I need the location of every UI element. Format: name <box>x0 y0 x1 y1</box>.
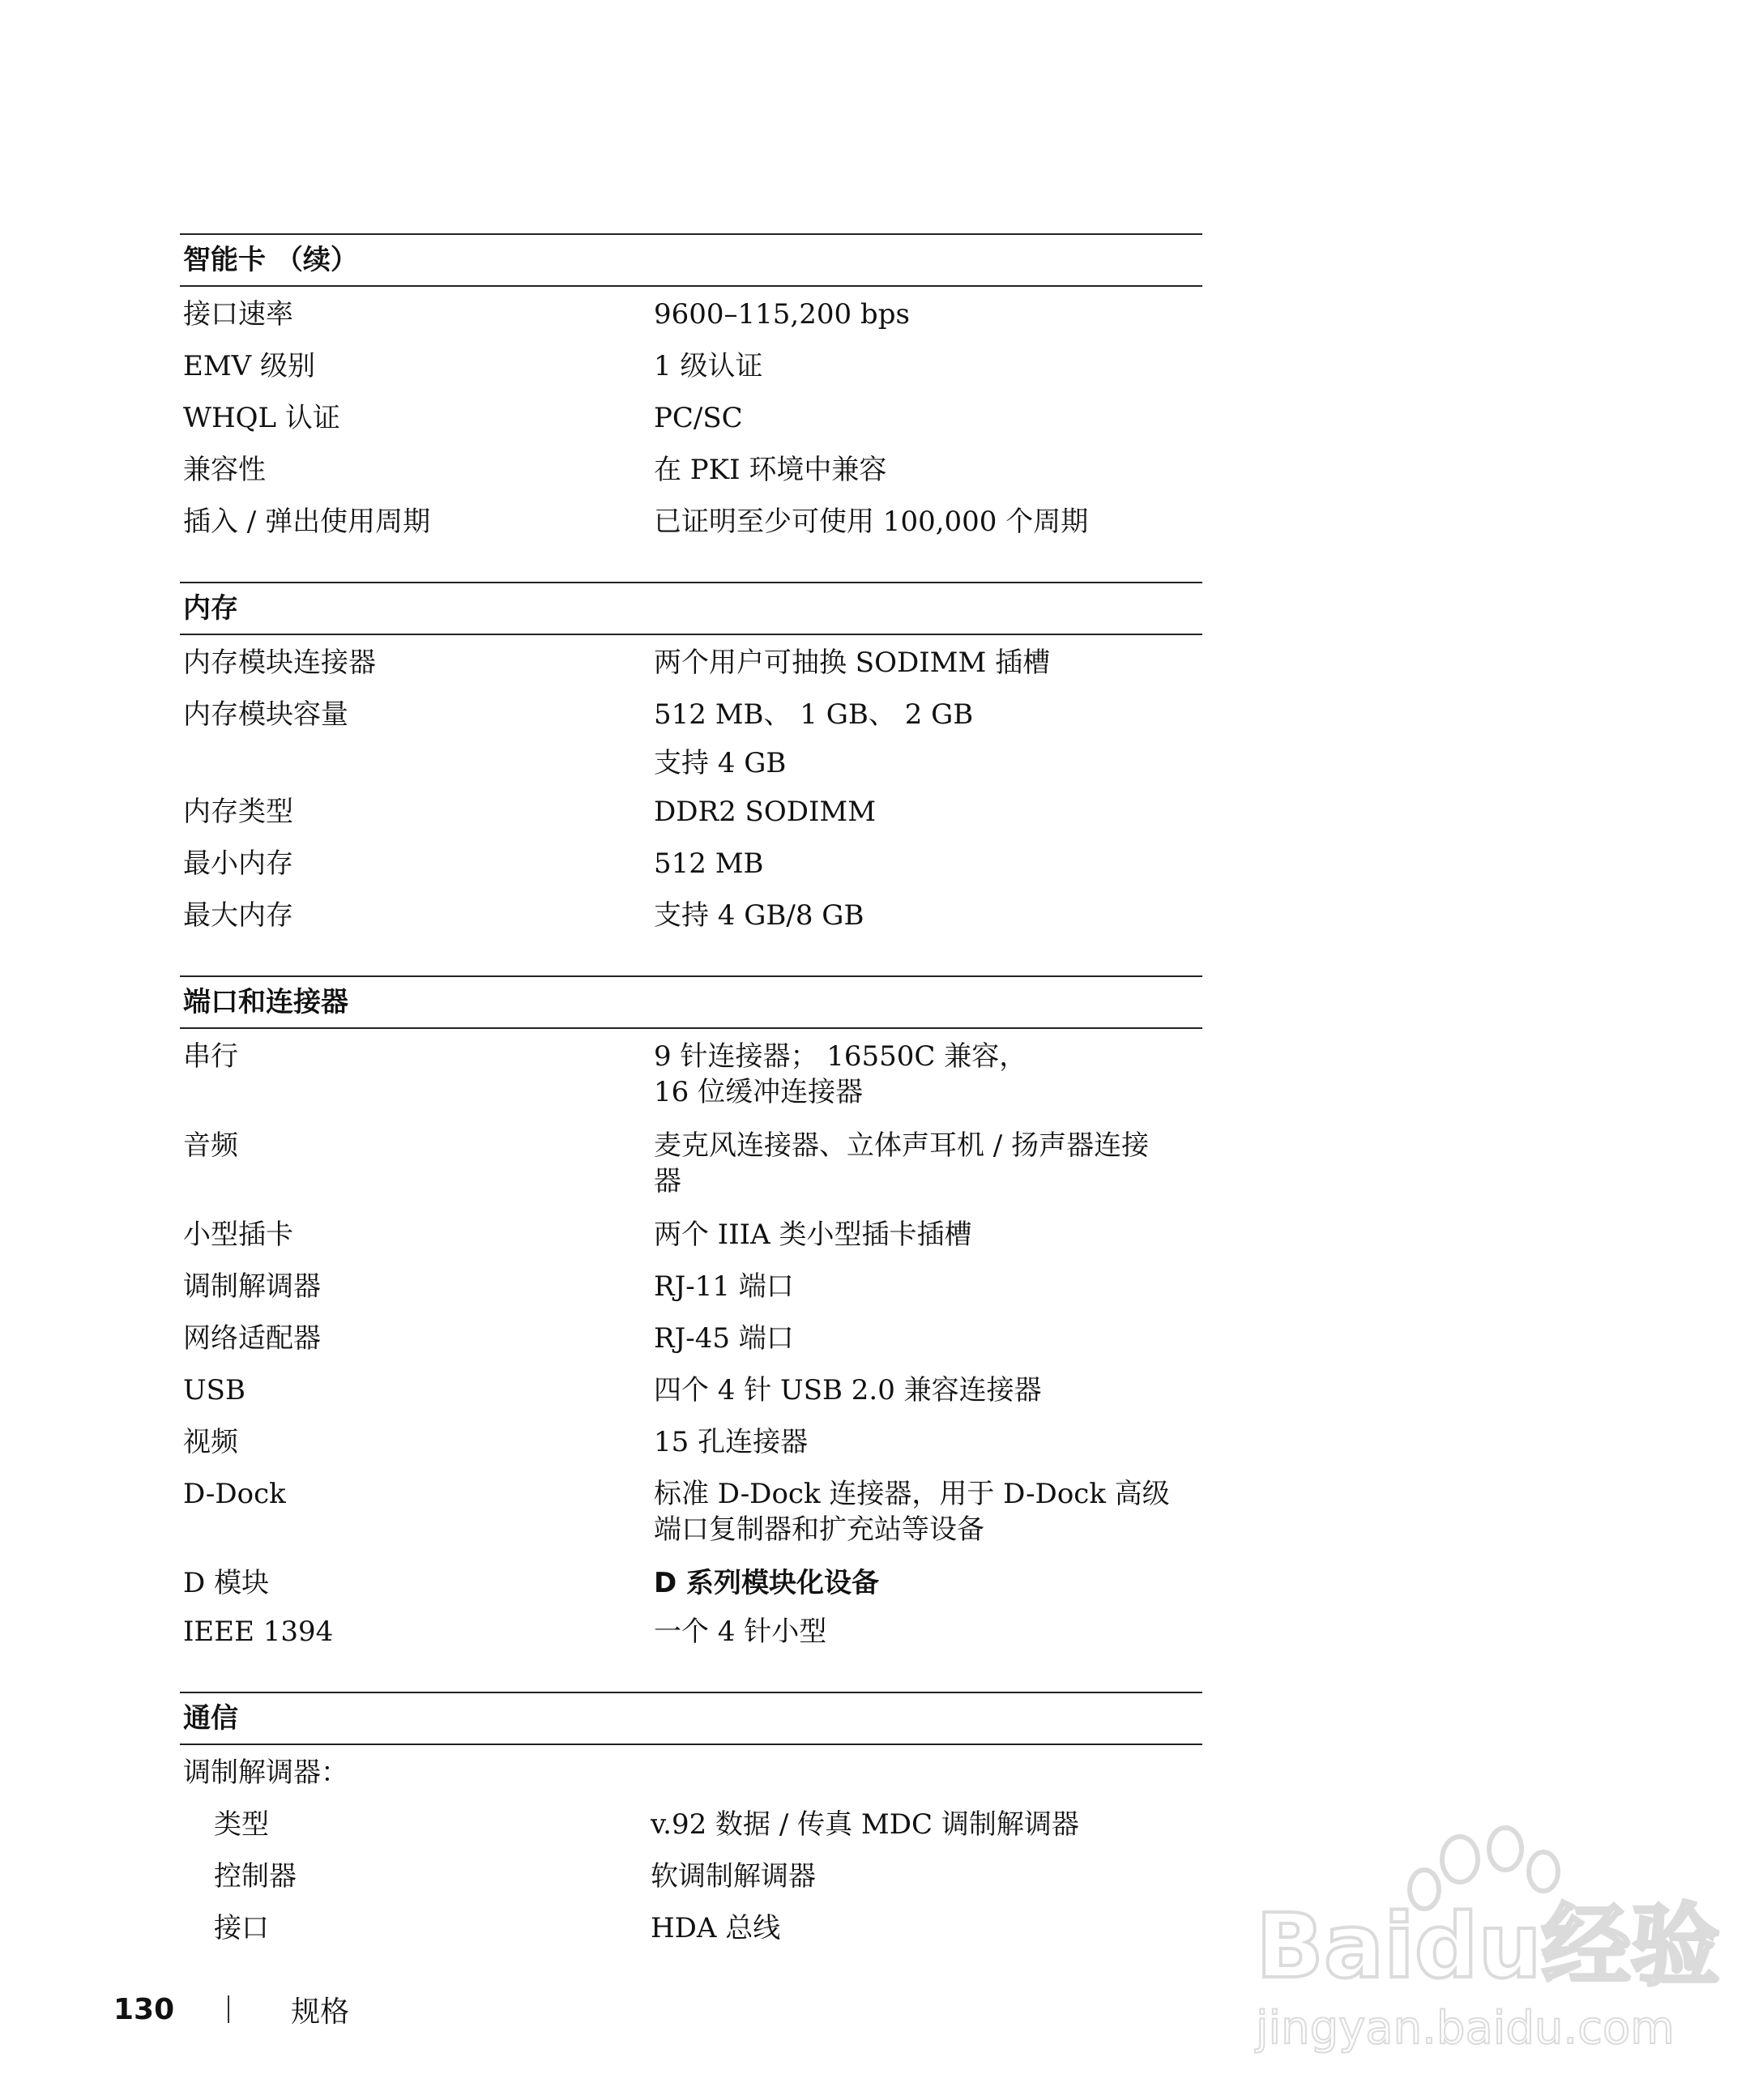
spec-row <box>180 739 1202 788</box>
spec-value: 软调制解调器 <box>651 1860 816 1893</box>
spec-row <box>180 1559 1202 1607</box>
spec-label: 接口 <box>214 1912 269 1944</box>
spec-row <box>180 1470 1202 1559</box>
spec-row <box>180 1314 1202 1366</box>
spec-label: 音频 <box>183 1129 238 1162</box>
spec-label: 网络适配器 <box>183 1322 321 1355</box>
spec-value: 1 级认证 <box>654 350 763 382</box>
spec-label <box>180 739 654 745</box>
spec-row <box>180 1121 1202 1210</box>
spec-value: 两个 IIIA 类小型插卡插槽 <box>654 1219 972 1251</box>
spec-label: WHQL 认证 <box>183 402 340 434</box>
spec-row <box>180 497 1202 549</box>
section-title: 通信 <box>180 1692 1202 1745</box>
spec-value: 支持 4 GB <box>654 747 787 779</box>
spec-value: 两个用户可抽换 SODIMM 插槽 <box>654 647 1051 679</box>
spec-label: 内存模块连接器 <box>183 647 376 679</box>
section-smart-card <box>180 233 1202 549</box>
spec-value: 512 MB、 1 GB、 2 GB <box>654 698 974 731</box>
spec-label: 兼容性 <box>183 454 266 486</box>
spec-value: 9 针连接器； 16550C 兼容， 16 位缓冲连接器 <box>654 1040 1027 1108</box>
spec-row <box>180 638 1202 690</box>
spec-value: 512 MB <box>654 847 764 880</box>
spec-value: 支持 4 GB/8 GB <box>654 899 864 932</box>
page-footer <box>113 1985 349 2034</box>
section-communications <box>180 1692 1202 1956</box>
spec-label: D 模块 <box>183 1567 270 1599</box>
spec-label: 类型 <box>214 1808 269 1841</box>
watermark-brand: Baidu经验 <box>1256 1894 1720 1998</box>
spec-row <box>180 891 1202 943</box>
spec-document <box>180 233 1202 1988</box>
section-title: 内存 <box>180 582 1202 635</box>
spec-row <box>180 839 1202 891</box>
spec-label: 内存模块容量 <box>183 698 348 731</box>
spec-row <box>180 1748 1202 1800</box>
spec-row <box>180 394 1202 446</box>
spec-value: D 系列模块化设备 <box>654 1567 880 1599</box>
section-ports-connectors <box>180 975 1202 1659</box>
spec-label: 小型插卡 <box>183 1219 293 1251</box>
baidu-jingyan-watermark <box>1248 1815 1720 2058</box>
baidu-paw-icon <box>1248 1815 1720 2058</box>
spec-label: EMV 级别 <box>183 350 315 382</box>
spec-row <box>180 1418 1202 1470</box>
spec-value: 麦克风连接器、立体声耳机 / 扬声器连接 器 <box>654 1129 1150 1197</box>
spec-row <box>180 788 1202 839</box>
spec-label: 视频 <box>183 1426 238 1458</box>
spec-row <box>180 342 1202 394</box>
spec-label: 最大内存 <box>183 899 293 932</box>
spec-label: 控制器 <box>214 1860 297 1893</box>
spec-row <box>180 690 1202 739</box>
spec-label: 调制解调器： <box>183 1756 348 1789</box>
spec-label: 内存类型 <box>183 796 293 828</box>
spec-value: DDR2 SODIMM <box>654 796 877 828</box>
footer-separator <box>228 1995 229 2023</box>
spec-label: USB <box>183 1374 245 1406</box>
spec-label: IEEE 1394 <box>183 1616 334 1648</box>
spec-value: 一个 4 针小型 <box>654 1616 827 1648</box>
spec-value <box>654 1748 1202 1755</box>
spec-row <box>180 1852 1202 1904</box>
spec-value: 9600–115,200 bps <box>654 298 910 331</box>
spec-row <box>180 446 1202 497</box>
spec-row <box>180 1800 1202 1852</box>
spec-value: 已证明至少可使用 100,000 个周期 <box>654 506 1089 538</box>
spec-value: PC/SC <box>654 402 743 434</box>
spec-row <box>180 1366 1202 1418</box>
spec-label: 插入 / 弹出使用周期 <box>183 506 431 538</box>
spec-value: HDA 总线 <box>651 1912 781 1944</box>
spec-value: 四个 4 针 USB 2.0 兼容连接器 <box>654 1374 1042 1406</box>
spec-row <box>180 1210 1202 1262</box>
spec-row <box>180 1262 1202 1314</box>
spec-row <box>180 1607 1202 1659</box>
spec-value: RJ-11 端口 <box>654 1270 794 1303</box>
section-memory <box>180 582 1202 943</box>
spec-value: 标准 D-Dock 连接器，用于 D-Dock 高级 端口复制器和扩充站等设备 <box>654 1478 1170 1546</box>
spec-value: 15 孔连接器 <box>654 1426 809 1458</box>
page-number: 130 <box>113 1992 175 2026</box>
spec-label: 串行 <box>183 1040 238 1073</box>
spec-value: v.92 数据 / 传真 MDC 调制解调器 <box>651 1808 1079 1841</box>
footer-title: 规格 <box>291 1995 350 2029</box>
spec-label: 最小内存 <box>183 847 293 880</box>
spec-row <box>180 290 1202 342</box>
spec-value: 在 PKI 环境中兼容 <box>654 454 887 486</box>
spec-value: RJ-45 端口 <box>654 1322 794 1355</box>
watermark-url: jingyan.baidu.com <box>1256 2002 1675 2055</box>
section-title: 端口和连接器 <box>180 975 1202 1029</box>
spec-row <box>180 1904 1202 1956</box>
spec-label: D-Dock <box>183 1478 286 1510</box>
section-title: 智能卡 （续） <box>180 233 1202 287</box>
spec-label: 接口速率 <box>183 298 293 331</box>
spec-label: 调制解调器 <box>183 1270 321 1303</box>
spec-row <box>180 1032 1202 1121</box>
